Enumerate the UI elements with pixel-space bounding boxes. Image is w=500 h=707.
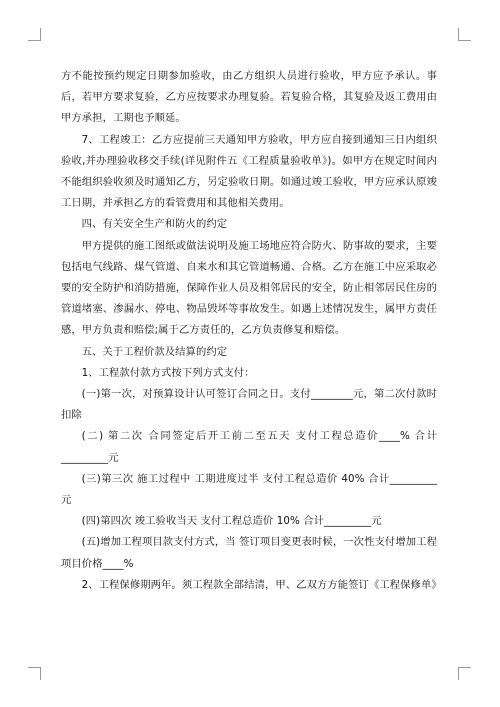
paragraph-warranty: 2、工程保修期两年。须工程款全部结清，甲、乙双方方能签订《工程保修单》 <box>81 578 442 591</box>
crop-mark-bottom-left <box>28 667 41 680</box>
paragraph-safety: 甲方提供的施工图纸或做法说明及施工场地应符合防火、防事故的要求，主要包括电气线路、煤气管道、自来水和其它管道畅通、合格。乙方在施工中应采取必要的安全防护和消防措施，保障作业人员及相邻居民的安全，防止相邻居民住房的管道堵塞、渗漏水、停电、物品毁坏等事故发生。如遇上述情况发生，属甲方责任感，甲方负责和赔偿;属于乙方责任的，乙方负责修复和赔偿。 <box>61 239 437 337</box>
section-heading-safety: 四、有关安全生产和防火的约定 <box>81 218 228 231</box>
payment-item-4: (四)第四次 竣工验收当天 支付工程总造价 10% 合计_________元 <box>81 515 382 528</box>
paragraph-acceptance-continuation: 方不能按预约规定日期参加验收，由乙方组织人员进行验收，甲方应予承认。事后，若甲方要求复验，乙方应按要求办理复验。若复验合格，其复验及返工费用由甲方承担，工期也予顺延。 <box>61 70 437 125</box>
payment-item-5: (五)增加工程项目款支付方式，当 签订项目变更表时候，一次性支付增加工程项目价格____% <box>61 536 437 570</box>
crop-mark-bottom-right <box>458 667 471 680</box>
section-heading-payment: 五、关于工程价款及结算的约定 <box>81 345 228 358</box>
crop-mark-top-left <box>28 28 41 41</box>
payment-item-1: (一)第一次，对预算设计认可签订合同之日。支付________元，第二次付款时扣除 <box>61 388 437 422</box>
payment-item-2: (二) 第二次 合同签定后开工前二至五天 支付工程总造价____% 合计_________元 <box>61 430 437 464</box>
paragraph-completion: 7、工程竣工：乙方应提前三天通知甲方验收，甲方应自接到通知三日内组织验收,并办理验收移交手续(详见附件五《工程质量验收单》)。如甲方在规定时间内不能组织验收须及时通知乙方，另定验收日期。如通过竣工验收，甲方应承认原竣工日期，并承担乙方的看管费用和其他相关费用。 <box>61 133 437 210</box>
crop-mark-top-right <box>458 28 471 41</box>
document-body <box>61 66 442 596</box>
paragraph-payment-method: 1、工程款付款方式按下列方式支付： <box>81 366 255 379</box>
payment-item-3: (三)第三次 施工过程中 工期进度过半 支付工程总造价 40% 合计_________元 <box>61 472 437 507</box>
